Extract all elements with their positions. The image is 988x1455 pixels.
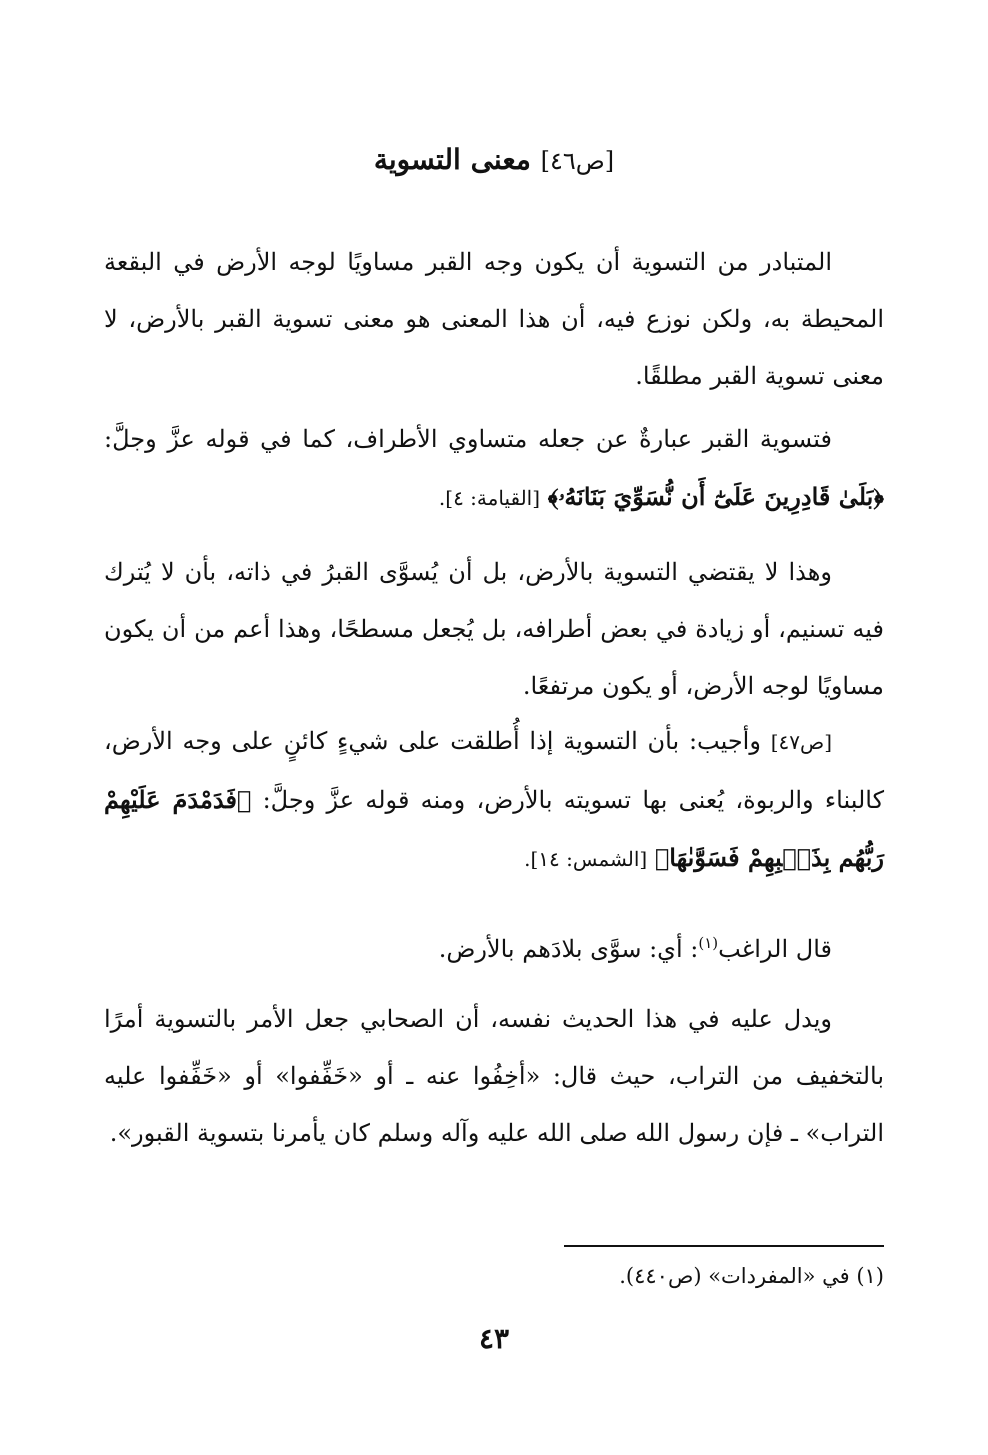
quran-verse: ﴿بَلَىٰ قَادِرِينَ عَلَىٰٓ أَن نُّسَوِّيَ بَنَانَهُۥ﴾ <box>547 482 884 511</box>
quran-verse: ﴿فَدَمْدَمَ عَلَيْهِمْ رَبُّهُم بِذَنۢبِهِمْ فَسَوَّىٰهَا﴾ <box>104 785 884 872</box>
verse-reference: [القيامة: ٤]. <box>438 486 541 510</box>
footnote-marker: (١) <box>698 934 719 952</box>
heading-page-ref: [ص٤٦] <box>540 147 615 175</box>
paragraph-5 <box>104 915 884 978</box>
paragraph-4 <box>104 713 884 888</box>
paragraph-2 <box>104 411 884 527</box>
page <box>104 0 884 1455</box>
footnote: (١) في «المفردات» (ص٤٤٠). <box>619 1264 884 1288</box>
paragraph-5-text-after: : أي: سوَّى بلادَهم بالأرض. <box>438 935 699 963</box>
page-number: ٤٣ <box>478 1322 510 1355</box>
paragraph-1: المتبادر من التسوية أن يكون وجه القبر مساويًا لوجه الأرض في البقعة المحيطة به، ولكن نوزع فيه، أن هذا المعنى هو معنى تسوية القبر بالأرض، لا معنى تسوية القبر مطلقًا. <box>104 248 884 390</box>
page-title <box>104 138 884 183</box>
heading-text: معنى التسوية <box>373 143 531 176</box>
paragraph-4-text: وأجيب: بأن التسوية إذا أُطلقت على شيءٍ كائنٍ على وجه الأرض، كالبناء والربوة، يُعنى بها تسويته بالأرض، ومنه قوله عزَّ وجلَّ: <box>104 727 884 814</box>
paragraph-5-text-before: قال الراغب <box>718 935 832 963</box>
paragraph-6: ويدل عليه في هذا الحديث نفسه، أن الصحابي جعل الأمر بالتسوية أمرًا بالتخفيف من التراب، حيث قال: «أخِفُوا عنه ـ أو «خَفِّفوا» أو «خَفِّفوا عليه التراب» ـ فإن رسول الله صلى الله عليه وآله وسلم كان يأمرنا بتسوية القبور». <box>104 1005 884 1147</box>
verse-reference: [الشمس: ١٤]. <box>524 847 648 871</box>
paragraph-2-text: فتسوية القبر عبارةٌ عن جعله متساوي الأطراف، كما في قوله عزَّ وجلَّ: <box>104 425 832 453</box>
paragraph-3: وهذا لا يقتضي التسوية بالأرض، بل أن يُسوَّى القبرُ في ذاته، بأن لا يُترك فيه تسنيم، أو زيادة في بعض أطرافه، بل يُجعل مسطحًا، وهذا أعم من أن يكون مساويًا لوجه الأرض، أو يكون مرتفعًا. <box>104 558 884 700</box>
page-ref: [ص٤٧] <box>770 730 832 754</box>
footnote-divider <box>564 1245 884 1247</box>
